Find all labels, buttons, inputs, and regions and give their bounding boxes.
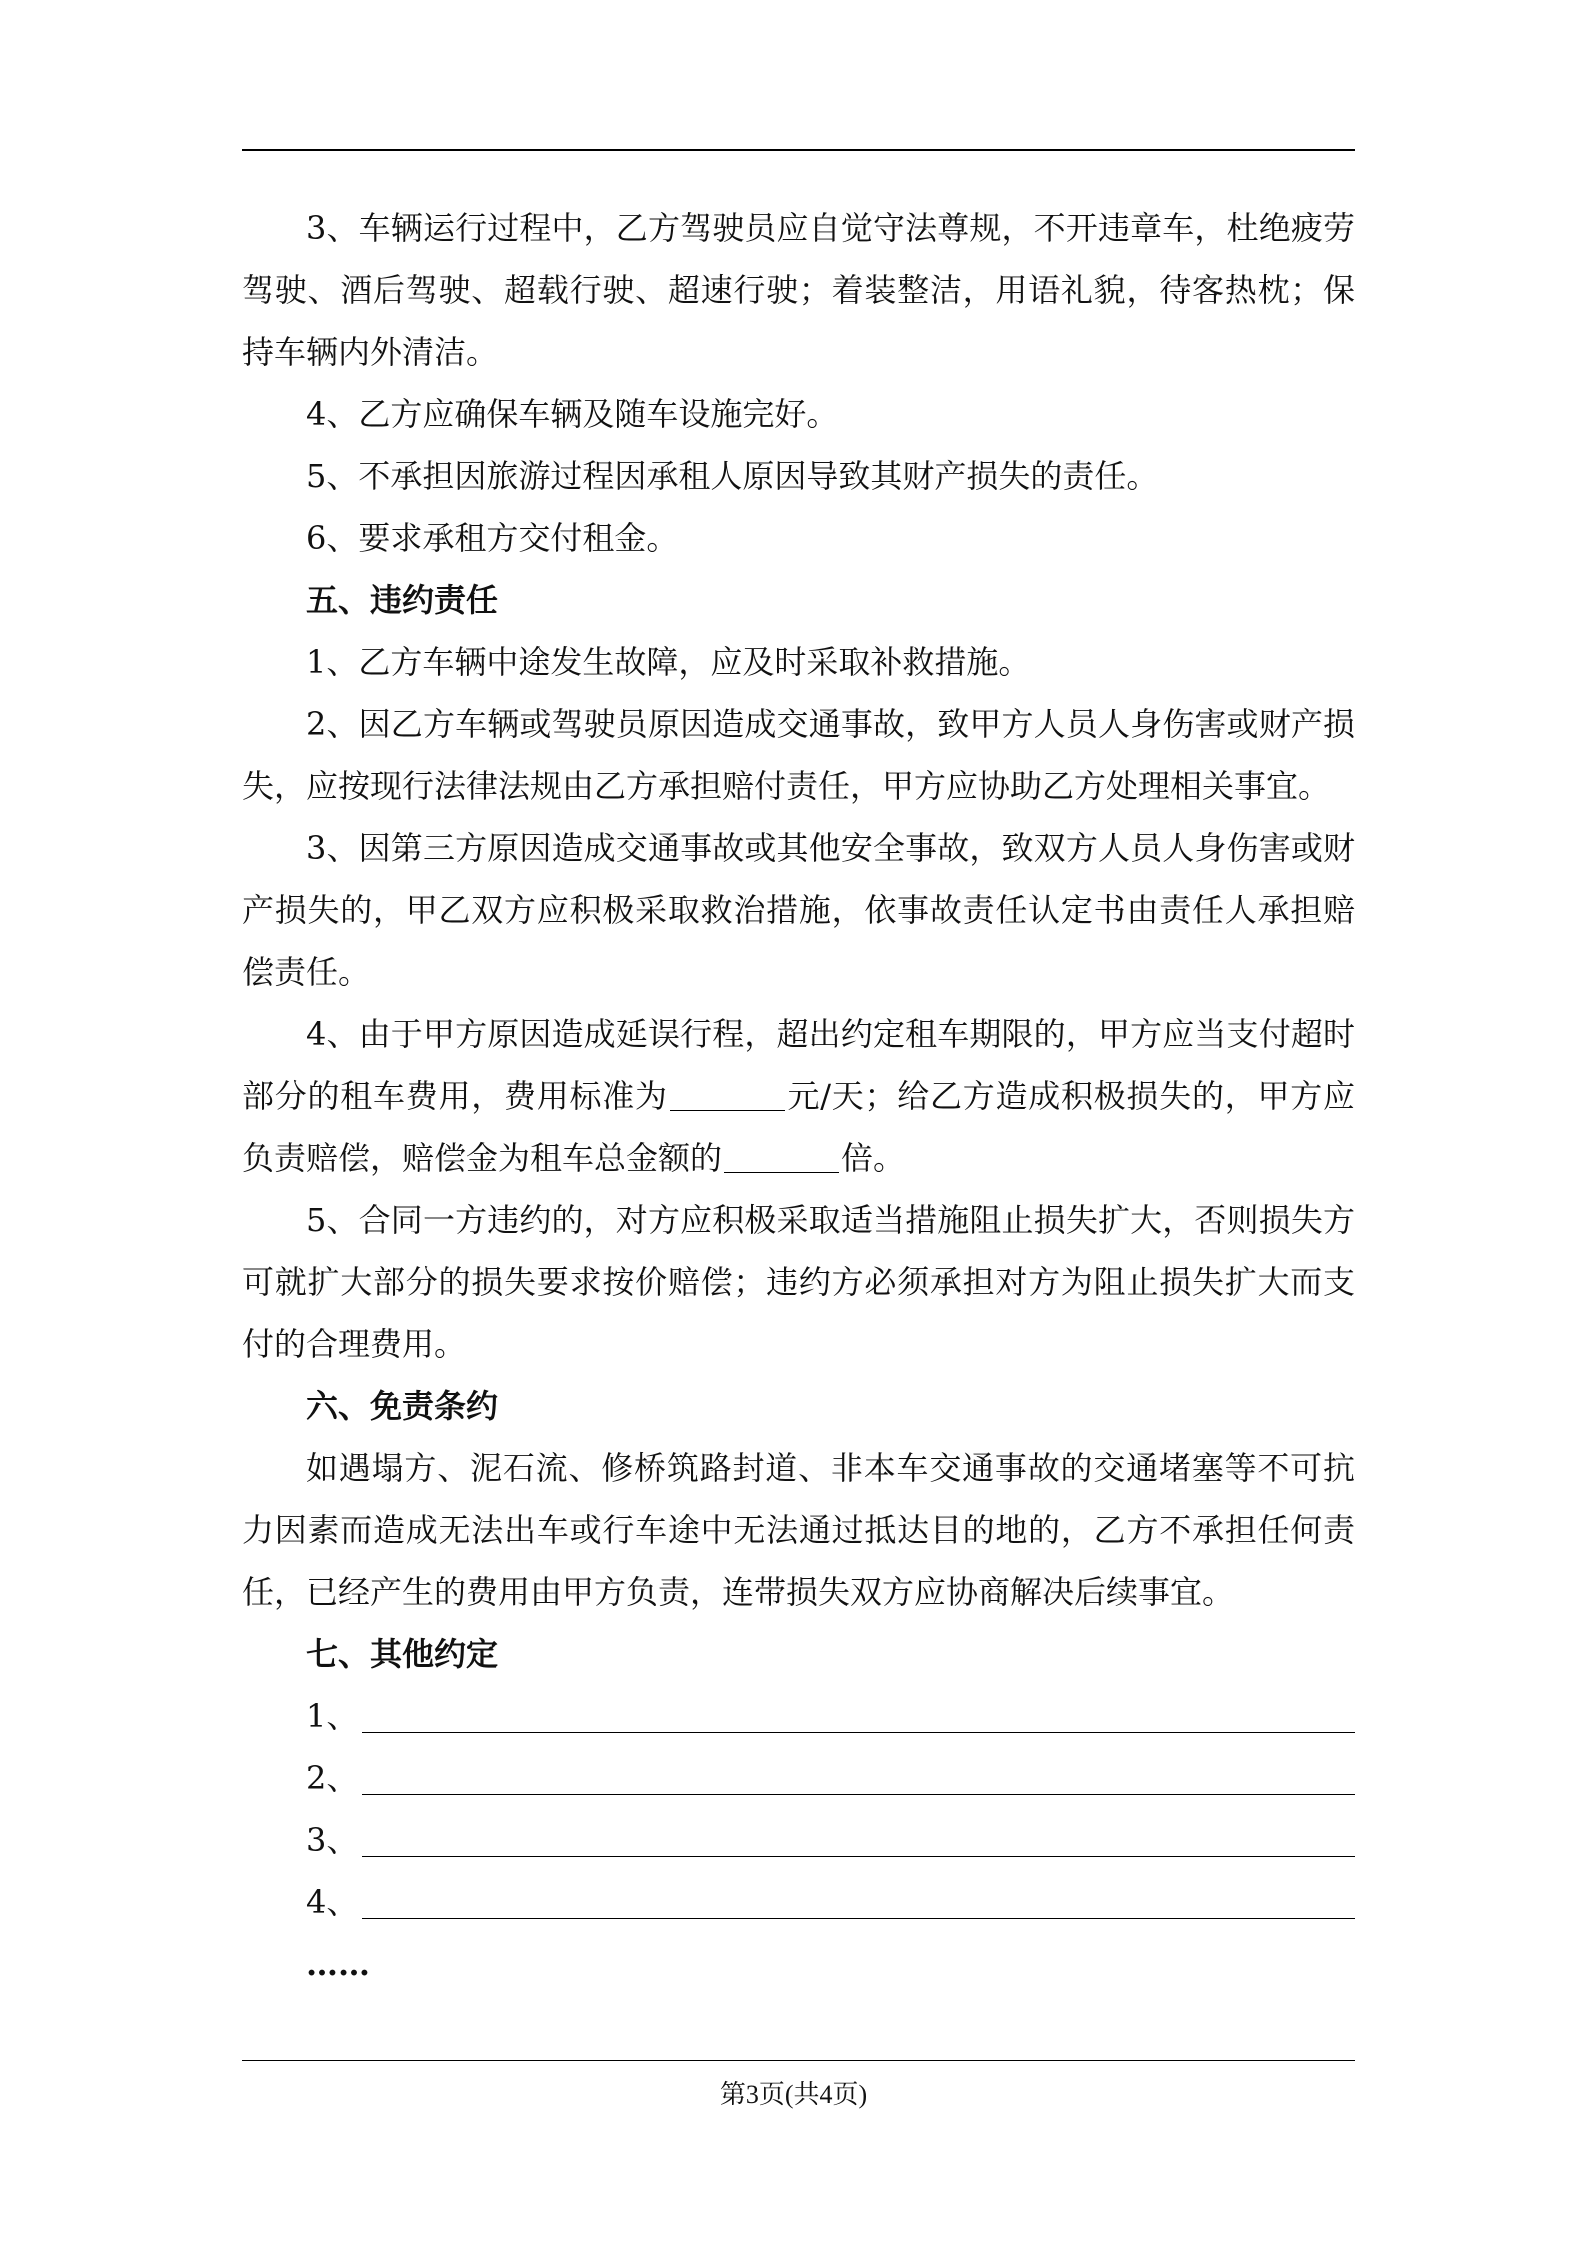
paragraph: 6、要求承租方交付租金。 xyxy=(306,519,679,557)
paragraph: 2、因乙方车辆或驾驶员原因造成交通事故，致甲方人员人身伤害或财产损失，应按现行法律法规由乙方承担赔付责任，甲方应协助乙方处理相关事宜。 xyxy=(242,705,1355,805)
fill-in-line[interactable] xyxy=(362,1794,1355,1795)
page-number: 第3页(共4页) xyxy=(719,2080,868,2109)
section-heading: 七、其他约定 xyxy=(306,1635,499,1673)
paragraph-with-blanks xyxy=(242,1003,1355,1189)
fill-in-line[interactable] xyxy=(362,1732,1355,1733)
other-item-line xyxy=(242,1871,1355,1933)
other-item-line xyxy=(242,1747,1355,1809)
paragraph: 1、乙方车辆中途发生故障，应及时采取补救措施。 xyxy=(306,643,1031,681)
section-heading: 五、违约责任 xyxy=(306,581,499,619)
section-heading: 六、免责条约 xyxy=(306,1387,499,1425)
paragraph: 3、车辆运行过程中，乙方驾驶员应自觉守法尊规，不开违章车，杜绝疲劳驾驶、酒后驾驶、超载行驶、超速行驶；着装整洁，用语礼貌，待客热枕；保持车辆内外清洁。 xyxy=(242,209,1355,371)
document-body xyxy=(242,197,1355,1995)
fill-in-blank[interactable] xyxy=(724,1140,839,1173)
item-number: 1、 xyxy=(306,1697,359,1735)
paragraph: 4、乙方应确保车辆及随车设施完好。 xyxy=(306,395,839,433)
paragraph: 如遇塌方、泥石流、修桥筑路封道、非本车交通事故的交通堵塞等不可抗力因素而造成无法出车或行车途中无法通过抵达目的地的，乙方不承担任何责任，已经产生的费用由甲方负责，连带损失双方应协商解决后续事宜。 xyxy=(242,1449,1355,1611)
other-item-line xyxy=(242,1809,1355,1871)
item-number: 3、 xyxy=(306,1821,359,1859)
item-number: 4、 xyxy=(306,1883,359,1921)
ellipsis: …… xyxy=(306,1945,370,1983)
text-segment: 倍。 xyxy=(841,1139,906,1177)
text-segment: 元/天；给乙方造成积极损失的，甲方应负责赔偿，赔偿金为租车总金额的 xyxy=(242,1077,1355,1177)
fill-in-blank[interactable] xyxy=(670,1078,785,1111)
paragraph: 5、不承担因旅游过程因承租人原因导致其财产损失的责任。 xyxy=(306,457,1159,495)
paragraph: 3、因第三方原因造成交通事故或其他安全事故，致双方人员人身伤害或财产损失的，甲乙双方应积极采取救治措施，依事故责任认定书由责任人承担赔偿责任。 xyxy=(242,829,1355,991)
text-segment: 4、由于甲方原因造成延误行程，超出约定租车期限的，甲方应当支付超时部分的租车费用，费用标准为 xyxy=(242,1015,1355,1115)
item-number: 2、 xyxy=(306,1759,359,1797)
footer-rule xyxy=(242,2060,1355,2061)
fill-in-line[interactable] xyxy=(362,1856,1355,1857)
header-rule xyxy=(242,149,1355,151)
paragraph: 5、合同一方违约的，对方应积极采取适当措施阻止损失扩大，否则损失方可就扩大部分的损失要求按价赔偿；违约方必须承担对方为阻止损失扩大而支付的合理费用。 xyxy=(242,1201,1355,1363)
other-item-line xyxy=(242,1685,1355,1747)
fill-in-line[interactable] xyxy=(362,1918,1355,1919)
